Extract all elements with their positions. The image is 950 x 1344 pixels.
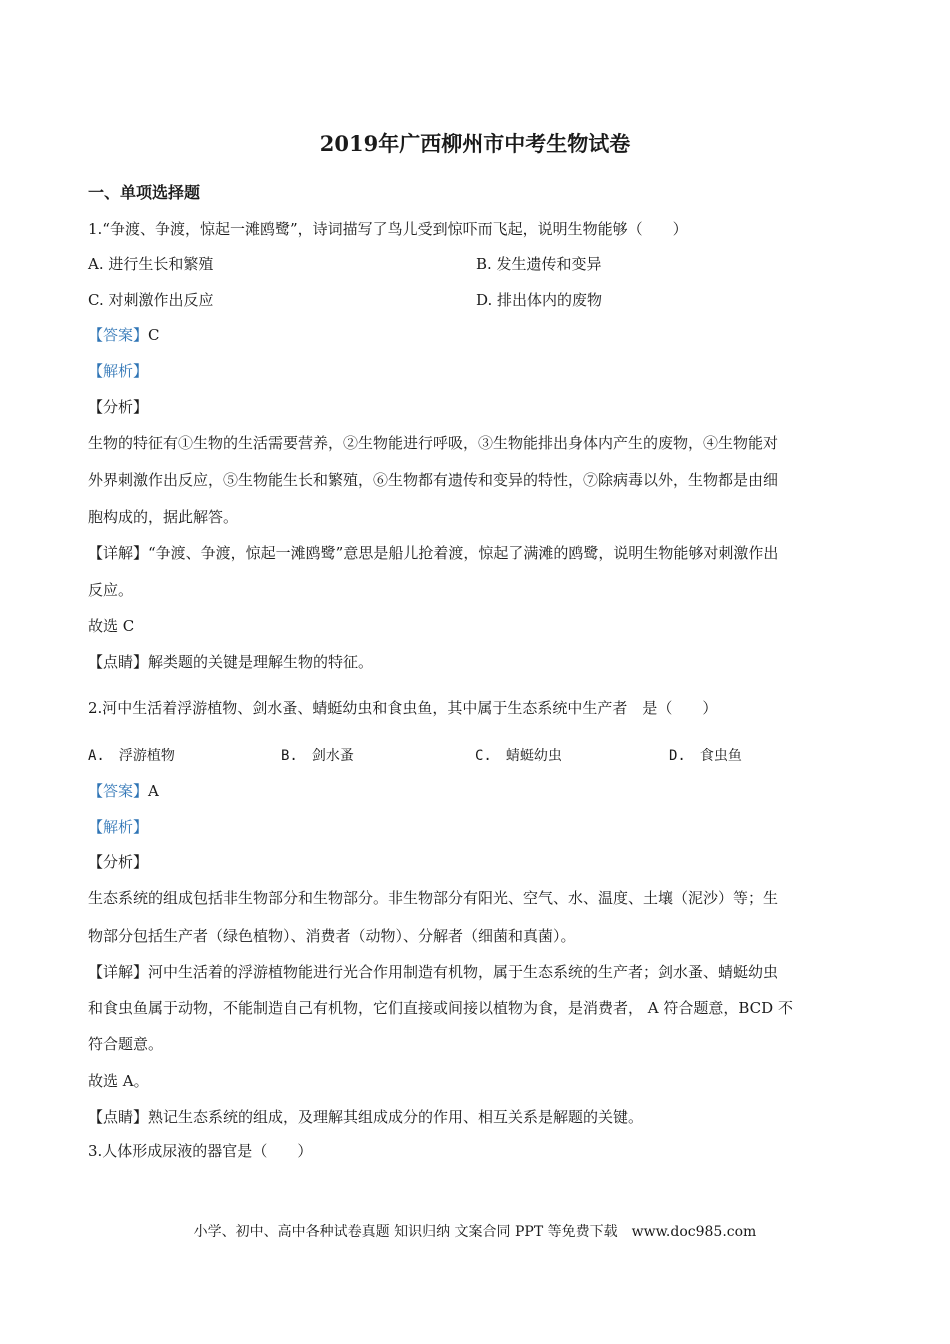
answer-tag: 【答案】 [88, 782, 149, 800]
q1-analysis-line: 外界刺激作出反应，⑤生物能生长和繁殖，⑥生物都有遗传和变异的特性，⑦除病毒以外，生物都是由细 [88, 471, 779, 489]
answer-value: C [148, 326, 160, 344]
question-1-stem: 1.“争渡、争渡，惊起一滩鸥鹭”，诗词描写了鸟儿受到惊吓而飞起，说明生物能够（ ） [88, 220, 688, 238]
question-2-stem: 2.河中生活着浮游植物、剑水蚤、蜻蜓幼虫和食虫鱼，其中属于生态系统中生产者 是（ ） [88, 699, 718, 717]
q2-tip: 【点睛】熟记生态系统的组成，及理解其组成成分的作用、相互关系是解题的关键。 [88, 1108, 644, 1126]
answer-value: A [148, 782, 159, 800]
q2-option-b: B. 剑水蚤 [281, 748, 354, 764]
q2-analysis-line: 物部分包括生产者（绿色植物）、消费者（动物）、分解者（细菌和真菌）。 [88, 927, 576, 945]
page-footer: 小学、初中、高中各种试卷真题 知识归纳 文案合同 PPT 等免费下载 www.doc985.com [193, 1224, 757, 1240]
q2-conclusion: 故选 A。 [88, 1072, 149, 1090]
q1-detail-line: 反应。 [88, 581, 134, 599]
q2-option-a: A. 浮游植物 [88, 748, 175, 764]
q1-conclusion: 故选 C [88, 617, 135, 635]
q1-analysis-line: 胞构成的，据此解答。 [88, 508, 239, 526]
q2-jiexi-tag: 【解析】 [88, 818, 149, 836]
q1-answer-line [88, 325, 160, 345]
q1-tip: 【点睛】解类题的关键是理解生物的特征。 [88, 653, 374, 671]
q1-option-b: B. 发生遗传和变异 [476, 255, 602, 273]
q2-analysis-line: 生态系统的组成包括非生物部分和生物部分。非生物部分有阳光、空气、水、温度、土壤（泥沙）等；生 [88, 889, 779, 907]
q2-option-d: D. 食虫鱼 [669, 748, 742, 764]
q2-answer-line [88, 781, 159, 801]
q1-fenxi-tag: 【分析】 [88, 398, 149, 416]
q2-detail-line: 和食虫鱼属于动物，不能制造自己有机物，它们直接或间接以植物为食，是消费者， A 符合题意，BCD 不 [88, 999, 793, 1017]
q2-detail-line: 【详解】河中生活着的浮游植物能进行光合作用制造有机物，属于生态系统的生产者；剑水蚤、蜻蜓幼虫 [88, 963, 779, 981]
page-title: 2019年广西柳州市中考生物试卷 [319, 131, 631, 156]
q2-detail-line: 符合题意。 [88, 1035, 164, 1053]
section-heading: 一、单项选择题 [88, 183, 201, 202]
question-3-stem: 3.人体形成尿液的器官是（ ） [88, 1142, 313, 1160]
q2-fenxi-tag: 【分析】 [88, 853, 149, 871]
q1-detail-line: 【详解】“争渡、争渡，惊起一滩鸥鹭”意思是船儿抢着渡，惊起了满滩的鸥鹭，说明生物能够对刺激作出 [88, 544, 779, 562]
answer-tag: 【答案】 [88, 326, 149, 344]
q2-option-c: C. 蜻蜓幼虫 [475, 748, 562, 764]
q1-jiexi-tag: 【解析】 [88, 362, 149, 380]
q1-analysis-line: 生物的特征有①生物的生活需要营养，②生物能进行呼吸，③生物能排出身体内产生的废物，④生物能对 [88, 434, 779, 452]
q1-option-c: C. 对刺激作出反应 [88, 291, 214, 309]
q1-option-a: A. 进行生长和繁殖 [88, 255, 214, 273]
q1-option-d: D. 排出体内的废物 [476, 291, 603, 309]
